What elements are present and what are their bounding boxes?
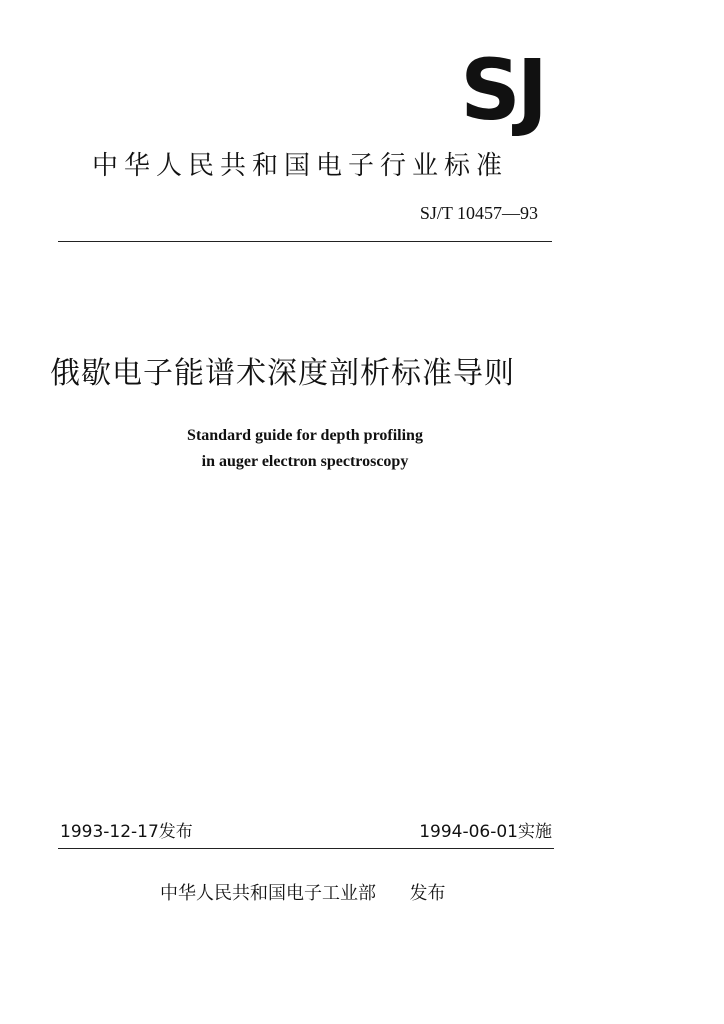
- sj-logo: SJ: [460, 41, 544, 139]
- bottom-divider: [58, 848, 554, 849]
- issue-date: 1993-12-17发布: [60, 822, 193, 842]
- english-title-line-2: in auger electron spectroscopy: [201, 453, 409, 470]
- issuer-name: 中华人民共和国电子工业部: [160, 883, 376, 904]
- document-title-english: [150, 423, 460, 475]
- english-title-line-1: Standard guide for depth profiling: [187, 427, 423, 444]
- top-divider: [58, 241, 552, 242]
- issuer-action: 发布: [409, 883, 446, 904]
- standard-code: SJ/T 10457—93: [419, 203, 538, 223]
- implementation-date: 1994-06-01实施: [419, 822, 552, 842]
- issuing-authority: [160, 880, 490, 908]
- standard-type-heading: 中华人民共和国电子行业标准: [92, 151, 509, 181]
- document-title-chinese: 俄歇电子能谱术深度剖析标准导则: [50, 356, 515, 391]
